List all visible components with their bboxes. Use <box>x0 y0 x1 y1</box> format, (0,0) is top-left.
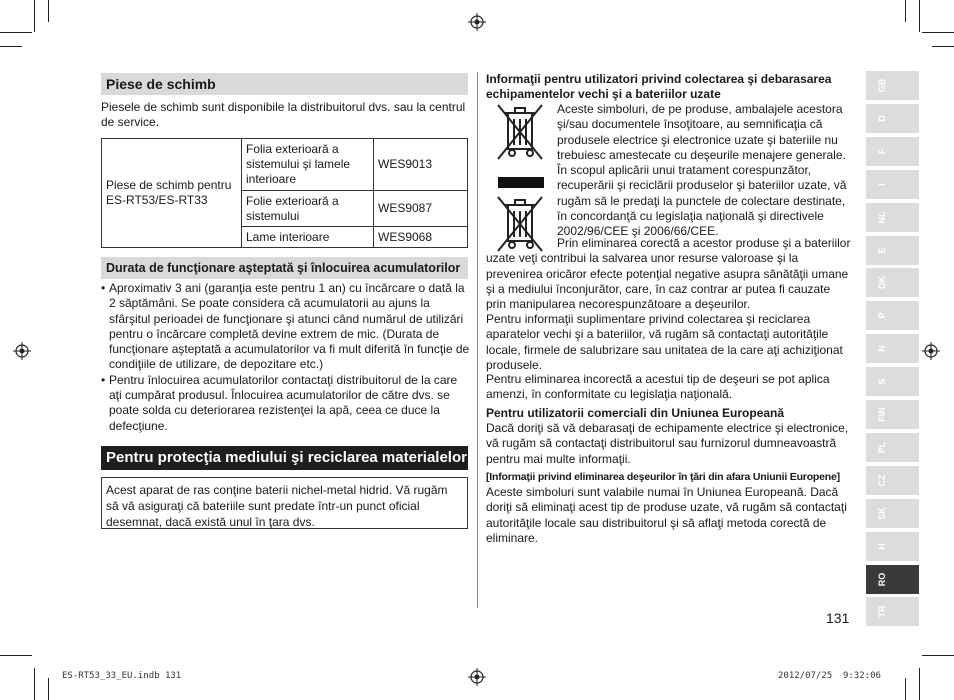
language-tab-label: D <box>877 115 887 122</box>
crop-mark <box>0 46 22 47</box>
disposal-para-5: Pentru eliminarea incorectă a acestui tip de deşeuri se pot aplica amenzi, în conformitate cu legislaţia naţională. <box>486 372 830 402</box>
language-tab-cz[interactable] <box>866 466 919 495</box>
spare-parts-heading: Piese de schimb <box>101 73 468 95</box>
code-cell: WES9068 <box>374 227 468 248</box>
disposal-heading: Informaţii pentru utilizatori privind colectarea şi debarasarea echipamentelor vechi şi a bateriilor uzate <box>486 72 832 102</box>
list-item: • Aproximativ 3 ani (garanţia este pentru 1 an) cu încărcare o dată la 2 săptămâni. Se poate considera că acumulatorii au ajuns la sfârşitul perioadei de funcţionare şi atunci când numărul de utilizări pentru o încărcare completă devine extrem de mic. (Durata de funcţionare aşteptată a acumulatorilor va fi mult diferită în funcţie de condiţiile de utilizare, de depozitare etc.) <box>101 281 471 373</box>
language-tab-sk[interactable] <box>866 499 919 528</box>
language-tab-label: E <box>877 247 887 254</box>
crop-mark <box>919 668 920 700</box>
language-tab-label: FIN <box>877 407 887 422</box>
spare-parts-table <box>101 138 468 248</box>
commercial-text: Dacă doriţi să vă debarasaţi de echipamente electrice şi electronice, vă rugăm să contactaţi distribuitorul sau furnizorul dumneavoastră pentru mai multe informaţii. <box>486 421 849 466</box>
column-divider <box>477 72 478 608</box>
crop-mark <box>919 0 920 32</box>
language-tab-d[interactable] <box>866 104 919 133</box>
table-row <box>102 139 468 191</box>
crop-mark <box>34 668 35 700</box>
language-tab-ro[interactable] <box>866 565 919 594</box>
language-tab-label: NL <box>877 211 887 224</box>
code-cell: WES9013 <box>374 139 468 191</box>
language-tab-p[interactable] <box>866 301 919 330</box>
crop-mark <box>922 655 954 656</box>
battery-list <box>101 281 471 434</box>
crop-mark <box>905 678 906 700</box>
commercial-heading: Pentru utilizatorii comerciali din Uniunea Europeană <box>486 406 785 420</box>
language-tab-label: P <box>877 312 887 319</box>
registration-mark-icon <box>468 13 486 31</box>
language-tab-n[interactable] <box>866 334 919 363</box>
language-tab-tr[interactable] <box>866 597 919 626</box>
language-tab-label: H <box>877 542 887 550</box>
footer-time: 9:32:06 <box>843 671 881 681</box>
model-cell: Piese de schimb pentru ES-RT53/ES-RT33 <box>102 139 242 248</box>
crop-mark <box>48 0 49 22</box>
language-tab-e[interactable] <box>866 236 919 265</box>
footer-file: ES-RT53_33_EU.indb 131 <box>62 671 182 681</box>
disposal-para-4: Pentru informaţii suplimentare privind colectarea şi reciclarea aparatelor vechi şi a bateriilor, vă rugăm să contactaţi autorităţile locale, firmele de salubrizare sau unitatea de la care aţi achiziţionat produsele. <box>486 312 843 372</box>
disposal-para-3-start: Prin eliminarea corectă a acestor produse şi a bateriilor uzate veţi contribui la salvarea unor resurse valoroase şi la prevenirea oricăror efecte potenţial negative asupra sănătăţii umane şi a mediului înconjurător, care, în caz contrar ar putea fi cauzate prin manipularea necorespunzătoare a deşeurilor. <box>486 236 851 312</box>
part-cell: Lame interioare <box>242 227 374 248</box>
crop-mark <box>0 655 32 656</box>
language-tab-nl[interactable] <box>866 203 919 232</box>
outside-eu-text: Aceste simboluri sunt valabile numai în Uniunea Europeană. Dacă doriţi să eliminaţi acest tip de produse uzate, vă rugăm să contactaţi autorităţile locale sau distribuitorul şi să aflaţi metoda corectă de eliminare. <box>486 485 847 545</box>
registration-mark-icon <box>13 342 31 360</box>
outside-eu-heading: [Informaţii privind eliminarea deşeurilor în ţări din afara Uniunii Europene] <box>486 471 840 483</box>
language-tab-fin[interactable] <box>866 400 919 429</box>
language-tab-label: TR <box>877 605 887 618</box>
crossed-bin-icon <box>492 101 550 165</box>
language-tab-label: I <box>877 182 887 186</box>
crop-mark <box>905 0 906 22</box>
language-tab-f[interactable] <box>866 137 919 166</box>
environment-box: Acest aparat de ras conţine baterii nichel-metal hidrid. Vă rugăm să vă asiguraţi că bateriile sunt predate într-un punct oficial desemnat, dacă există unul în ţara dvs. <box>101 477 468 529</box>
disposal-para-1: Aceste simboluri, de pe produse, ambalajele acestora şi/sau documentele însoţitoare, au semnificaţia că produsele electrice şi electronice uzate şi bateriile nu trebuiesc amestecate cu deşeurile menajere generale. <box>557 102 846 162</box>
language-tab-label: SK <box>877 506 887 520</box>
language-tab-gb[interactable] <box>866 71 919 100</box>
environment-heading: Pentru protecţia mediului şi reciclarea materialelor <box>101 446 468 470</box>
crop-mark <box>34 0 35 32</box>
language-tab-label: CZ <box>877 474 887 487</box>
battery-heading: Durata de funcţionare aşteptată şi înlocuirea acumulatorilor <box>101 257 468 279</box>
crop-mark <box>932 46 954 47</box>
black-bar-icon <box>498 177 544 188</box>
language-tab-label: DK <box>877 276 887 290</box>
language-tab-label: RO <box>877 572 887 586</box>
crop-mark <box>922 32 954 33</box>
registration-mark-icon <box>468 668 486 686</box>
language-tab-h[interactable] <box>866 532 919 561</box>
language-tab-s[interactable] <box>866 367 919 396</box>
crop-mark <box>0 32 32 33</box>
language-tab-label: S <box>877 378 887 385</box>
language-tab-label: GB <box>877 78 887 93</box>
spare-parts-intro: Piesele de schimb sunt disponibile la distribuitorul dvs. sau la centrul de service. <box>101 100 466 129</box>
disposal-para-2: În scopul aplicării unui tratament corespunzător, recuperării şi reciclării produselor şi bateriilor uzate, vă rugăm să le predaţi la punctele de colectare destinate, în concordanţă cu legislaţia naţională şi directivele 2002/96/CEE şi 2006/66/CEE. <box>557 163 847 239</box>
footer-date: 2012/07/25 <box>778 671 833 681</box>
code-cell: WES9087 <box>374 191 468 227</box>
page-number: 131 <box>826 610 850 626</box>
language-tab-dk[interactable] <box>866 268 919 297</box>
language-tab-i[interactable] <box>866 170 919 199</box>
language-tab-label: N <box>877 345 887 352</box>
part-cell: Folia exterioară a sistemului şi lamele interioare <box>242 139 374 191</box>
language-tab-pl[interactable] <box>866 433 919 462</box>
registration-mark-icon <box>922 342 940 360</box>
crop-mark <box>48 678 49 700</box>
language-tab-label: PL <box>877 441 887 454</box>
list-item: • Pentru înlocuirea acumulatorilor contactaţi distribuitorul de la care aţi cumpărat produsul. Înlocuirea acumulatorilor de către dvs. se poate solda cu deteriorarea rezistenţei la apă, ceea ce duce la defecţiune. <box>101 373 471 434</box>
language-tab-label: F <box>877 148 887 155</box>
part-cell: Folie exterioară a sistemului <box>242 191 374 227</box>
